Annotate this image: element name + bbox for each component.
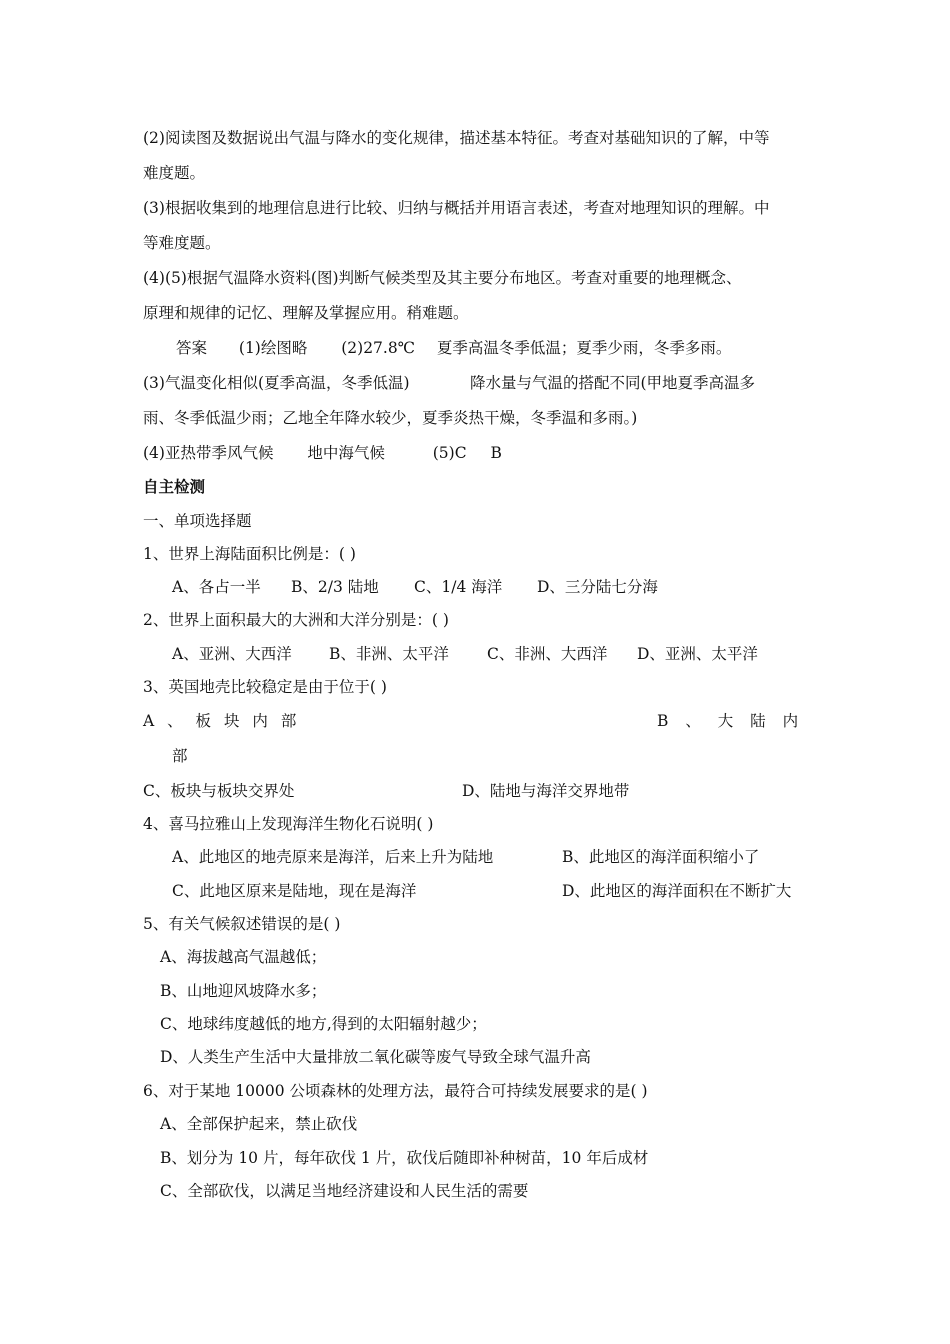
q2-option-d: D、亚洲、太平洋	[637, 645, 758, 663]
answer-label: 答案	[176, 339, 208, 357]
q1-stem: 1、世界上海陆面积比例是：( )	[143, 545, 356, 563]
q5-stem: 5、有关气候叙述错误的是( )	[143, 915, 341, 933]
q3-option-d: D、陆地与海洋交界地带	[462, 782, 630, 800]
q2-option-c: C、非洲、大西洋	[487, 645, 608, 663]
q5-option-a: A、海拔越高气温越低；	[160, 948, 327, 966]
q5-option-b: B、山地迎风坡降水多；	[160, 982, 327, 1000]
q6-stem: 6、对于某地 10000 公顷森林的处理方法，最符合可持续发展要求的是( )	[143, 1082, 648, 1100]
q3-stem: 3、英国地壳比较稳定是由于位于( )	[143, 678, 387, 696]
q5-option-c: C、地球纬度越低的地方,得到的太阳辐射越少；	[160, 1015, 487, 1033]
q1-option-b: B、2/3 陆地	[291, 578, 379, 596]
answer-3-line2: 雨、冬季低温少雨；乙地全年降水较少，夏季炎热干燥，冬季温和多雨。)	[143, 409, 638, 427]
q3-option-a: A 、 板 块 内 部	[143, 712, 297, 730]
answer-4b: 地中海气候	[307, 444, 385, 462]
q4-option-a: A、此地区的地壳原来是海洋，后来上升为陆地	[172, 848, 494, 866]
answer-3-left: (3)气温变化相似(夏季高温，冬季低温)	[143, 374, 410, 392]
q2-option-b: B、非洲、太平洋	[329, 645, 449, 663]
answer-2b: 夏季高温冬季低温；夏季少雨，冬季多雨。	[436, 339, 732, 357]
analysis-p3-line1: (3)根据收集到的地理信息进行比较、归纳与概括并用语言表述，考查对地理知识的理解。中	[143, 199, 770, 217]
analysis-p45-line1: (4)(5)根据气温降水资料(图)判断气候类型及其主要分布地区。考查对重要的地理概念、	[143, 269, 742, 287]
q6-option-c: C、全部砍伐，以满足当地经济建设和人民生活的需要	[160, 1182, 529, 1200]
analysis-p45-line2: 原理和规律的记忆、理解及掌握应用。稍难题。	[143, 304, 469, 322]
q3-option-b-cont: 部	[172, 747, 188, 765]
q6-option-a: A、全部保护起来，禁止砍伐	[160, 1115, 358, 1133]
q4-option-c: C、此地区原来是陆地，现在是海洋	[172, 882, 417, 900]
answer-3-right: 降水量与气温的搭配不同(甲地夏季高温多	[470, 374, 756, 392]
answer-line4	[143, 443, 502, 463]
q3-option-b: B 、 大 陆 内	[657, 712, 799, 730]
section-title: 自主检测	[143, 478, 206, 496]
answer-2: (2)27.8℃	[341, 339, 416, 357]
q4-stem: 4、喜马拉雅山上发现海洋生物化石说明( )	[143, 815, 434, 833]
answer-4a: (4)亚热带季风气候	[143, 444, 274, 462]
q2-option-a: A、亚洲、大西洋	[172, 645, 292, 663]
q6-option-b: B、划分为 10 片，每年砍伐 1 片，砍伐后随即补种树苗，10 年后成材	[160, 1149, 649, 1167]
q1-option-c: C、1/4 海洋	[414, 578, 503, 596]
q4-option-b: B、此地区的海洋面积缩小了	[562, 848, 760, 866]
q1-option-d: D、三分陆七分海	[537, 578, 658, 596]
q4-option-d: D、此地区的海洋面积在不断扩大	[562, 882, 792, 900]
analysis-p3-line2: 等难度题。	[143, 234, 221, 252]
answer-line1	[176, 338, 731, 358]
answer-1: (1)绘图略	[238, 339, 308, 357]
q3-option-c: C、板块与板块交界处	[143, 782, 295, 800]
q2-stem: 2、世界上面积最大的大洲和大洋分别是：( )	[143, 611, 449, 629]
section-subtitle: 一、单项选择题	[143, 512, 252, 530]
analysis-p2-line1: (2)阅读图及数据说出气温与降水的变化规律，描述基本特征。考查对基础知识的了解，中等	[143, 129, 770, 147]
analysis-p2-line2: 难度题。	[143, 164, 206, 182]
answer-5b: B	[490, 444, 502, 462]
q5-option-d: D、人类生产生活中大量排放二氧化碳等废气导致全球气温升高	[160, 1048, 591, 1066]
answer-5: (5)C	[432, 444, 467, 462]
q1-option-a: A、各占一半	[172, 578, 261, 596]
